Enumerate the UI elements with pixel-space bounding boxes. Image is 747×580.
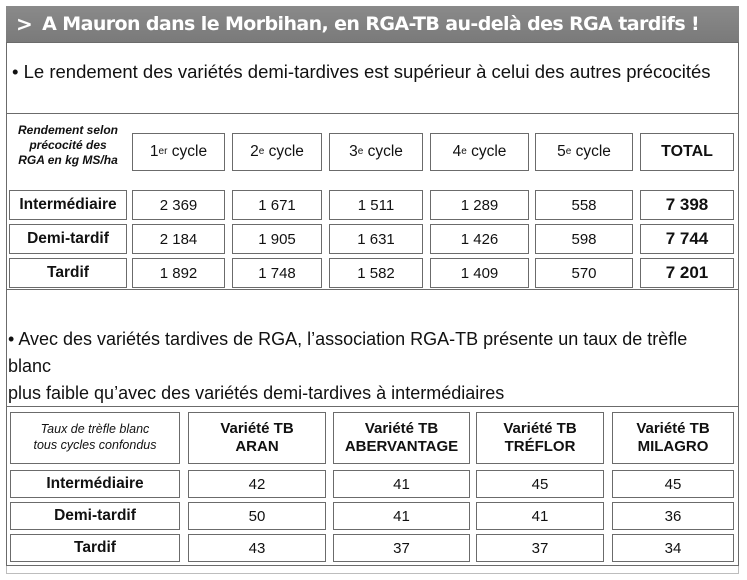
title-banner bbox=[6, 6, 739, 42]
row-label-intermediaire: Intermédiaire bbox=[9, 190, 127, 220]
row-label-intermediaire: Intermédiaire bbox=[10, 470, 180, 498]
table-cell: 41 bbox=[333, 470, 470, 498]
table-cell: 45 bbox=[476, 470, 604, 498]
cycle-num: 4 bbox=[452, 143, 462, 160]
table-cell: 1 631 bbox=[329, 224, 423, 254]
table-cell: 36 bbox=[612, 502, 734, 530]
corner-line-2: précocité des bbox=[29, 138, 107, 152]
sentence-2 bbox=[8, 325, 727, 406]
table-cell: 42 bbox=[188, 470, 326, 498]
total-cell: 7 398 bbox=[640, 190, 734, 220]
variety-line-1: Variété TB bbox=[503, 420, 577, 437]
table-2-corner bbox=[10, 412, 180, 464]
cycle-word: cycle bbox=[575, 143, 611, 160]
cycle-word: cycle bbox=[268, 143, 304, 160]
table-cell: 50 bbox=[188, 502, 326, 530]
variety-line-2: MILAGRO bbox=[637, 438, 709, 455]
row-label-demi-tardif: Demi-tardif bbox=[9, 224, 127, 254]
table-cell: 1 582 bbox=[329, 258, 423, 288]
variety-line-2: ARAN bbox=[235, 438, 279, 455]
table-cell: 41 bbox=[476, 502, 604, 530]
table-cell: 1 289 bbox=[430, 190, 529, 220]
corner-line-1: Rendement selon bbox=[17, 123, 119, 137]
table-cell: 1 409 bbox=[430, 258, 529, 288]
banner-title: A Mauron dans le Morbihan, en RGA-TB au-delà des RGA tardifs ! bbox=[42, 13, 700, 35]
table-cell: 34 bbox=[612, 534, 734, 562]
corner-line-2: tous cycles confondus bbox=[33, 438, 157, 452]
sentence-1 bbox=[12, 58, 711, 85]
column-header-abervantage bbox=[333, 412, 470, 464]
column-header-aran bbox=[188, 412, 326, 464]
table-cell: 2 369 bbox=[132, 190, 225, 220]
table-cell: 1 905 bbox=[232, 224, 322, 254]
cycle-num: 5 bbox=[557, 143, 566, 160]
cycle-num: 1 bbox=[149, 143, 159, 160]
column-header-cycle-2: 2 e cycle bbox=[232, 133, 322, 171]
cycle-word: cycle bbox=[171, 143, 208, 160]
variety-line-2: ABERVANTAGE bbox=[344, 438, 459, 455]
table-cell: 45 bbox=[612, 470, 734, 498]
variety-line-1: Variété TB bbox=[220, 420, 294, 437]
sentence-2-line-1-text: Avec des variétés tardives de RGA, l’association RGA-TB présente un taux de trèfle blanc bbox=[8, 328, 688, 376]
total-cell: 7 201 bbox=[640, 258, 734, 288]
table-cell: 37 bbox=[476, 534, 604, 562]
table-cell: 1 671 bbox=[232, 190, 322, 220]
table-cell: 37 bbox=[333, 534, 470, 562]
sentence-1-text: Le rendement des variétés demi-tardives est supérieur à celui des autres précocités bbox=[23, 61, 711, 82]
column-header-cycle-3: 3 e cycle bbox=[329, 133, 423, 171]
table-cell: 558 bbox=[535, 190, 633, 220]
cycle-num: 2 bbox=[250, 143, 259, 160]
table-cell: 1 511 bbox=[329, 190, 423, 220]
sentence-2-line-1 bbox=[8, 325, 727, 379]
cycle-word: cycle bbox=[367, 143, 403, 160]
column-header-cycle-1: 1 er cycle bbox=[132, 133, 225, 171]
sentence-2-line-2: plus faible qu’avec des variétés demi-tardives à intermédiaires bbox=[8, 382, 505, 403]
cycle-num: 3 bbox=[349, 143, 358, 160]
bullet: • bbox=[12, 61, 19, 82]
bullet: • bbox=[8, 328, 15, 349]
variety-line-1: Variété TB bbox=[364, 420, 439, 437]
row-label-tardif: Tardif bbox=[9, 258, 127, 288]
table-1-corner bbox=[9, 123, 127, 168]
variety-line-2: TRÉFLOR bbox=[504, 438, 576, 455]
column-header-cycle-4: 4 e cycle bbox=[430, 133, 529, 171]
table-cell: 1 748 bbox=[232, 258, 322, 288]
table-cell: 1 426 bbox=[430, 224, 529, 254]
variety-line-1: Variété TB bbox=[636, 420, 710, 437]
corner-line-1: Taux de trèfle blanc bbox=[40, 422, 150, 436]
column-header-cycle-5: 5 e cycle bbox=[535, 133, 633, 171]
column-header-total: TOTAL bbox=[640, 133, 734, 171]
row-label-demi-tardif: Demi-tardif bbox=[10, 502, 180, 530]
table-cell: 1 892 bbox=[132, 258, 225, 288]
total-cell: 7 744 bbox=[640, 224, 734, 254]
cycle-word: cycle bbox=[471, 143, 507, 160]
table-cell: 570 bbox=[535, 258, 633, 288]
table-cell: 598 bbox=[535, 224, 633, 254]
row-label-tardif: Tardif bbox=[10, 534, 180, 562]
column-header-treflor bbox=[476, 412, 604, 464]
table-cell: 2 184 bbox=[132, 224, 225, 254]
table-cell: 41 bbox=[333, 502, 470, 530]
column-header-milagro bbox=[612, 412, 734, 464]
chevron-right-icon: > bbox=[16, 12, 33, 36]
table-cell: 43 bbox=[188, 534, 326, 562]
corner-text bbox=[11, 421, 179, 453]
corner-line-3: RGA en kg MS/ha bbox=[18, 153, 118, 167]
